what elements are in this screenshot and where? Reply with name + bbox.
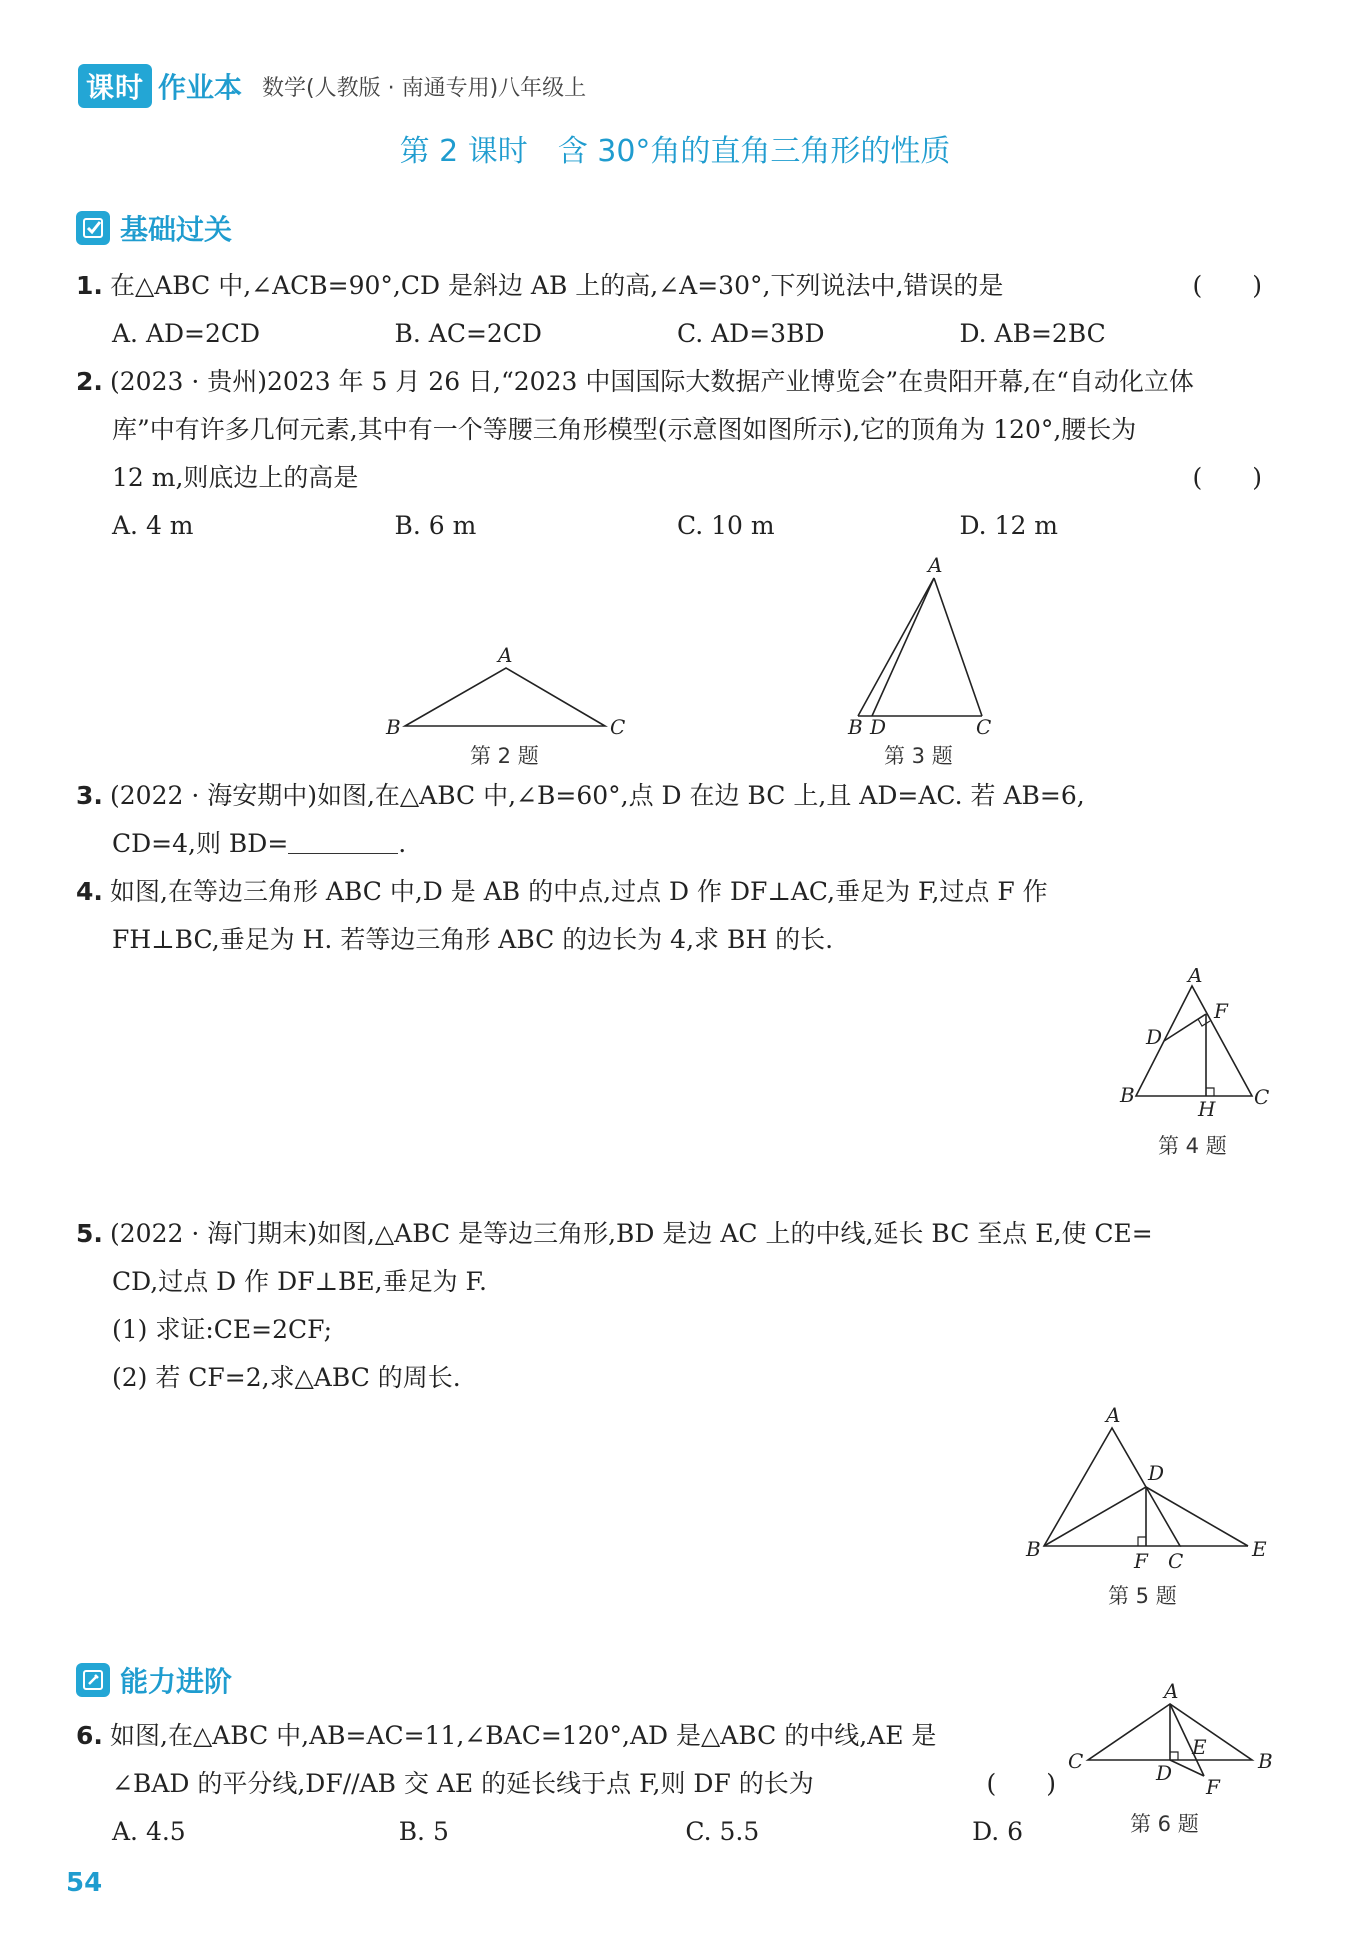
option-c: C. 10 m: [677, 511, 775, 540]
right-angle-mark-f: [1198, 1019, 1210, 1026]
question-text-line2: CD=4,则 BD=: [112, 829, 289, 858]
question-number: 3.: [76, 781, 103, 810]
question-2: [0, 358, 1350, 558]
section-basic-label: 基础过关: [120, 213, 233, 246]
label-h: H: [1198, 1097, 1216, 1118]
option-b: B. 5: [398, 1817, 449, 1846]
triangle-abc: [1044, 1428, 1180, 1546]
option-c: C. AD=3BD: [677, 319, 825, 348]
question-text-line1: (2022 · 海安期中)如图,在△ABC 中,∠B=60°,点 D 在边 BC 上,且 AD=AC. 若 AB=6,: [110, 781, 1085, 810]
segment-bd: [1044, 1487, 1146, 1546]
question-text-line2: CD,过点 D 作 DF⊥BE,垂足为 F.: [112, 1267, 487, 1296]
option-b: B. AC=2CD: [394, 319, 542, 348]
sub-question-2: (2) 若 CF=2,求△ABC 的周长.: [112, 1363, 461, 1392]
side-ab: [858, 578, 934, 716]
answer-paren: ( ): [986, 1769, 1056, 1798]
figure-4: [1110, 968, 1270, 1118]
question-number: 1.: [76, 271, 103, 300]
check-icon: [76, 211, 110, 245]
header-brand: [78, 64, 586, 108]
section-advanced-label: 能力进阶: [120, 1665, 233, 1698]
section-basic: [76, 208, 232, 248]
label-d: D: [1156, 1761, 1173, 1785]
figure-3: [836, 552, 1016, 742]
option-d: D. 6: [972, 1817, 1024, 1846]
label-b: B: [848, 715, 863, 739]
question-4: [0, 868, 1350, 968]
label-d: D: [870, 715, 887, 739]
figure-4-caption: 第 4 题: [1158, 1134, 1227, 1158]
option-b: B. 6 m: [394, 511, 477, 540]
label-a: A: [498, 643, 513, 667]
right-angle-mark-f: [1138, 1537, 1146, 1546]
label-b: B: [1258, 1749, 1273, 1773]
question-number: 2.: [76, 367, 103, 396]
brand-logo: 课时: [78, 64, 152, 108]
figure-5: [1016, 1406, 1286, 1576]
book-subtitle: 数学(人教版 · 南通专用)八年级上: [262, 75, 587, 101]
option-d: D. 12 m: [959, 511, 1059, 540]
question-text-line2: ∠BAD 的平分线,DF//AB 交 AE 的延长线于点 F,则 DF 的长为: [112, 1769, 814, 1798]
label-c: C: [610, 715, 626, 739]
question-text-line2: 库”中有许多几何元素,其中有一个等腰三角形模型(示意图如图所示),它的顶角为 120°,腰长为: [112, 415, 1137, 444]
question-1: [0, 262, 1350, 362]
question-number: 6.: [76, 1721, 103, 1750]
label-a: A: [1106, 1406, 1121, 1427]
option-a: A. 4 m: [112, 511, 194, 540]
options: [112, 310, 1242, 358]
figure-6-caption: 第 6 题: [1130, 1812, 1199, 1836]
question-text-line2: FH⊥BC,垂足为 H. 若等边三角形 ABC 的边长为 4,求 BH 的长.: [112, 925, 834, 954]
right-angle-mark-h: [1206, 1088, 1214, 1096]
option-a: A. 4.5: [112, 1817, 186, 1846]
answer-paren: ( ): [1192, 463, 1262, 492]
label-b: B: [386, 715, 401, 739]
question-text-end: .: [398, 829, 407, 858]
side-ac: [934, 578, 982, 716]
label-d: D: [1148, 1461, 1165, 1485]
option-a: A. AD=2CD: [112, 319, 261, 348]
label-f: F: [1214, 999, 1228, 1023]
option-d: D. AB=2BC: [959, 319, 1106, 348]
section-advanced: [76, 1660, 232, 1700]
label-c: C: [1254, 1085, 1270, 1109]
triangle-abc: [405, 668, 605, 726]
question-6: [0, 1712, 1060, 1862]
option-c: C. 5.5: [685, 1817, 760, 1846]
question-text: 在△ABC 中,∠ACB=90°,CD 是斜边 AB 上的高,∠A=30°,下列说法中,错误的是: [110, 271, 1004, 300]
label-b: B: [1120, 1083, 1135, 1107]
sub-question-1: (1) 求证:CE=2CF;: [112, 1315, 333, 1344]
question-text-line1: 如图,在△ABC 中,AB=AC=11,∠BAC=120°,AD 是△ABC 的中线,AE 是: [110, 1721, 937, 1750]
label-b: B: [1026, 1537, 1041, 1561]
segment-de: [1146, 1487, 1248, 1546]
question-text-line1: 如图,在等边三角形 ABC 中,D 是 AB 的中点,过点 D 作 DF⊥AC,垂足为 F,过点 F 作: [110, 877, 1048, 906]
brand-text: 作业本: [158, 71, 243, 104]
figure-3-caption: 第 3 题: [884, 744, 953, 768]
right-angle-mark-d: [1170, 1752, 1178, 1760]
label-c: C: [1168, 1549, 1184, 1573]
label-a: A: [1188, 968, 1203, 987]
page-number: 54: [66, 1868, 103, 1898]
figure-5-caption: 第 5 题: [1108, 1584, 1177, 1608]
question-text-line3: 12 m,则底边上的高是: [112, 463, 359, 492]
lesson-title: 第 2 课时 含 30°角的直角三角形的性质: [399, 134, 951, 169]
question-3: [0, 772, 1350, 872]
label-f: F: [1206, 1775, 1220, 1799]
label-c: C: [976, 715, 992, 739]
question-5: [0, 1210, 1350, 1410]
question-text-line1: (2022 · 海门期末)如图,△ABC 是等边三角形,BD 是边 AC 上的中线,延长 BC 至点 E,使 CE=: [110, 1219, 1153, 1248]
label-a: A: [1164, 1682, 1179, 1703]
question-number: 5.: [76, 1219, 103, 1248]
segment-ad: [872, 578, 934, 716]
figure-2-caption: 第 2 题: [470, 744, 539, 768]
label-c: C: [1068, 1749, 1084, 1773]
label-e: E: [1252, 1537, 1267, 1561]
answer-paren: ( ): [1192, 271, 1262, 300]
options: [112, 1808, 1032, 1856]
question-text-line1: (2023 · 贵州)2023 年 5 月 26 日,“2023 中国国际大数据产业博览会”在贵阳开幕,在“自动化立体: [110, 367, 1194, 396]
label-f: F: [1134, 1549, 1148, 1573]
segment-df: [1170, 1760, 1204, 1776]
figure-6: [1062, 1682, 1282, 1802]
label-d: D: [1146, 1025, 1163, 1049]
options: [112, 502, 1242, 550]
pencil-icon: [76, 1663, 110, 1697]
question-number: 4.: [76, 877, 103, 906]
answer-blank[interactable]: [288, 829, 398, 854]
label-e: E: [1192, 1735, 1207, 1759]
label-a: A: [928, 553, 943, 577]
